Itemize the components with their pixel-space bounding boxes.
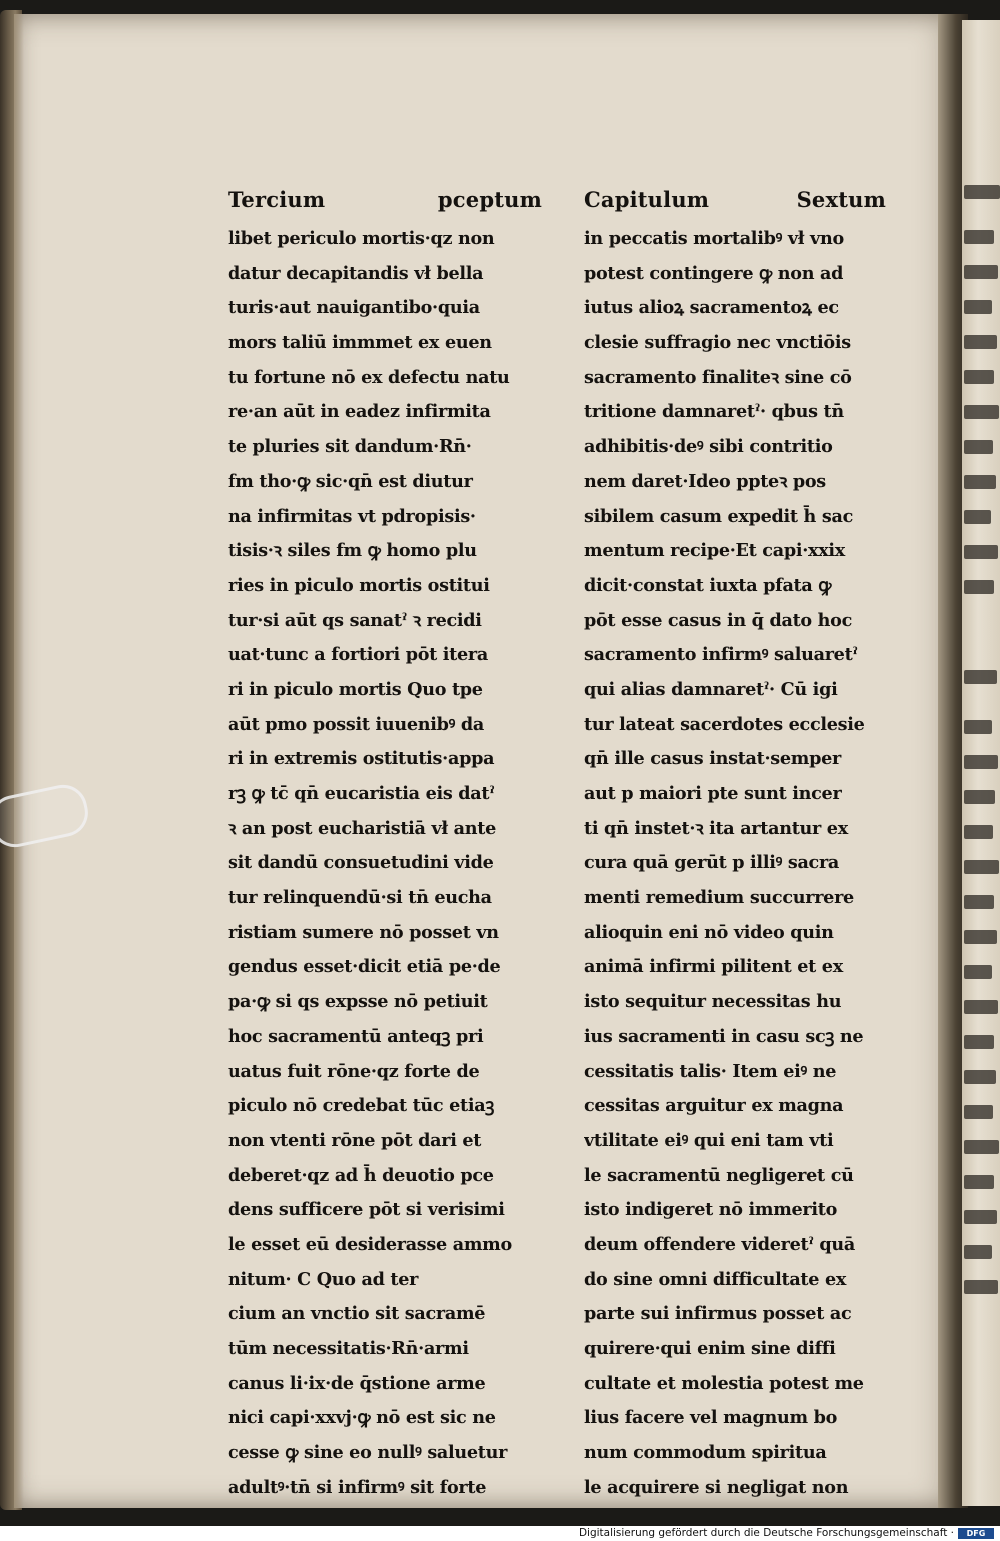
text-line: ius sacramenti in casu scꝫ ne [584,1025,864,1047]
text-line: ries in piculo mortis ostitui [228,574,490,596]
left-column [228,180,542,1505]
text-line: non vtenti rōne pōt dari et [228,1129,482,1151]
text-line: sacramento infirmꝰ saluaretˀ [584,644,858,666]
text-line: tu fortune nō ex defectu natu [228,366,510,388]
text-line: adhibitis·deꝰ sibi contritio [584,436,833,458]
text-line: mentum recipe·Et capi·xxix [584,540,845,562]
text-line: num commodum spiritua [584,1442,827,1464]
text-line: animā infirmi pilitent et ex [584,956,843,978]
text-line: alioquin eni nō video quin [584,921,834,943]
left-running-header [228,180,542,222]
funding-footer [0,1526,1000,1541]
right-running-header [584,180,886,222]
text-line: tūm necessitatis·Rn̄·armi [228,1338,469,1359]
text-line: te pluries sit dandum·Rn̄· [228,436,472,458]
text-line: pa·ꝙ si qs expsse nō petiuit [228,991,488,1013]
text-line: sibilem casum expedit h̄ sac [584,505,853,527]
funding-notice: Digitalisierung gefördert durch die Deutsche Forschungsgemeinschaft · [578,1527,954,1539]
text-line: re·an aūt in eadez infirmita [228,401,491,423]
text-line: cultate et molestia potest me [584,1372,864,1394]
text-line: qn̄ ille casus instat·semper [584,748,841,770]
text-line: canus li·ix·de q̄stione arme [228,1372,486,1394]
adjacent-page-edge [962,20,1000,1506]
text-line: fm tho·ꝙ sic·qn̄ est diutur [228,470,473,492]
text-line: tritione damnaretˀ· qbus tn̄ [584,401,844,423]
text-line: hoc sacramentū anteqꝫ pri [228,1025,484,1047]
text-line: dicit·constat iuxta pfata ꝙ [584,574,832,596]
text-line: ti qn̄ instet·ꝛ ita artantur ex [584,817,848,839]
right-header-left: Capitulum [584,187,710,212]
text-line: pōt esse casus in q̄ dato hoc [584,609,853,631]
right-column [584,180,886,1505]
text-line: na infirmitas vt pdropisis· [228,505,476,527]
text-line: ri in extremis ostitutis·appa [228,748,495,770]
left-text-lines [228,222,542,1505]
text-line: uatus fuit rōne·qz forte de [228,1060,480,1082]
text-line: lius facere vel magnum bo [584,1407,838,1429]
text-line: cura quā gerūt p illiꝰ sacra [584,852,840,874]
text-line: tur·si aūt qs sanatˀ ꝛ recidi [228,609,482,631]
text-line: tisis·ꝛ siles fm ꝙ homo plu [228,540,477,562]
text-line: rꝫ ꝙ tc̄ qn̄ eucaristia eis datˀ [228,783,495,804]
text-line: in peccatis mortalibꝰ vł vno [584,228,844,249]
text-line: nici capi·xxvj·ꝙ nō est sic ne [228,1407,496,1429]
text-line: nem daret·Ideo ppteꝛ pos [584,470,826,492]
text-line: tur lateat sacerdotes ecclesie [584,713,865,735]
text-line: datur decapitandis vł bella [228,262,484,284]
text-line: potest contingere ꝙ non ad [584,262,844,284]
text-line: adultꝰ·tn̄ si infirmꝰ sit forte [228,1476,487,1498]
dfg-logo: DFG [958,1528,994,1539]
text-line: libet periculo mortis·qz non [228,228,495,249]
right-header-right: Sextum [796,187,886,212]
text-line: piculo nō credebat tūc etiaꝫ [228,1095,495,1117]
text-line: aut p maiori pte sunt incer [584,783,842,804]
text-line: nitum· C Quo ad ter [228,1268,419,1290]
right-text-lines [584,222,886,1505]
text-line: ristiam sumere nō posset vn [228,921,499,943]
text-line: sacramento finaliteꝛ sine cō [584,366,852,388]
text-line: sit dandū consuetudini vide [228,852,494,874]
text-line: aūt pmo possit iuuenibꝰ da [228,713,484,735]
text-line: vtilitate eiꝰ qui eni tam vti [584,1129,834,1151]
text-line: gendus esset·dicit etiā pe·de [228,956,501,978]
text-line: le sacramentū negligeret cū [584,1164,854,1186]
text-line: do sine omni difficultate ex [584,1268,847,1290]
text-line: mors taliū immmet ex euen [228,332,492,354]
text-line: ri in piculo mortis Quo tpe [228,678,483,700]
text-line: le esset eū desiderasse ammo [228,1233,512,1255]
left-header-left: Tercium [228,187,326,212]
text-line: cessitas arguitur ex magna [584,1095,844,1117]
text-line: ꝛ an post eucharistiā vł ante [228,817,496,839]
text-line: turis·aut nauigantibo·quia [228,297,480,319]
text-line: cessitatis talis· Item eiꝰ ne [584,1060,837,1082]
left-header-right: pceptum [437,187,542,212]
text-line: deberet·qz ad h̄ deuotio pce [228,1164,494,1186]
text-line: isto sequitur necessitas hu [584,991,842,1013]
text-line: uat·tunc a fortiori pōt itera [228,644,488,666]
text-line: parte sui infirmus posset ac [584,1303,852,1325]
text-line: dens sufficere pōt si verisimi [228,1199,505,1221]
text-line: le acquirere si negligat non [584,1476,849,1498]
text-line: deum offendere videretˀ quā [584,1233,855,1255]
text-line: quirere·qui enim sine diffi [584,1338,836,1359]
text-line: qui alias damnaretˀ· Cū igi [584,678,838,700]
text-line: menti remedium succurrere [584,887,854,909]
text-line: iutus alioꝝ sacramentoꝝ ec [584,297,839,319]
text-line: isto indigeret nō immerito [584,1199,838,1221]
text-line: clesie suffragio nec vnctiōis [584,332,851,354]
text-line: cium an vnctio sit sacramē [228,1303,486,1325]
text-line: tur relinquendū·si tn̄ eucha [228,887,492,909]
text-line: cesse ꝙ sine eo nullꝰ saluetur [228,1442,508,1464]
